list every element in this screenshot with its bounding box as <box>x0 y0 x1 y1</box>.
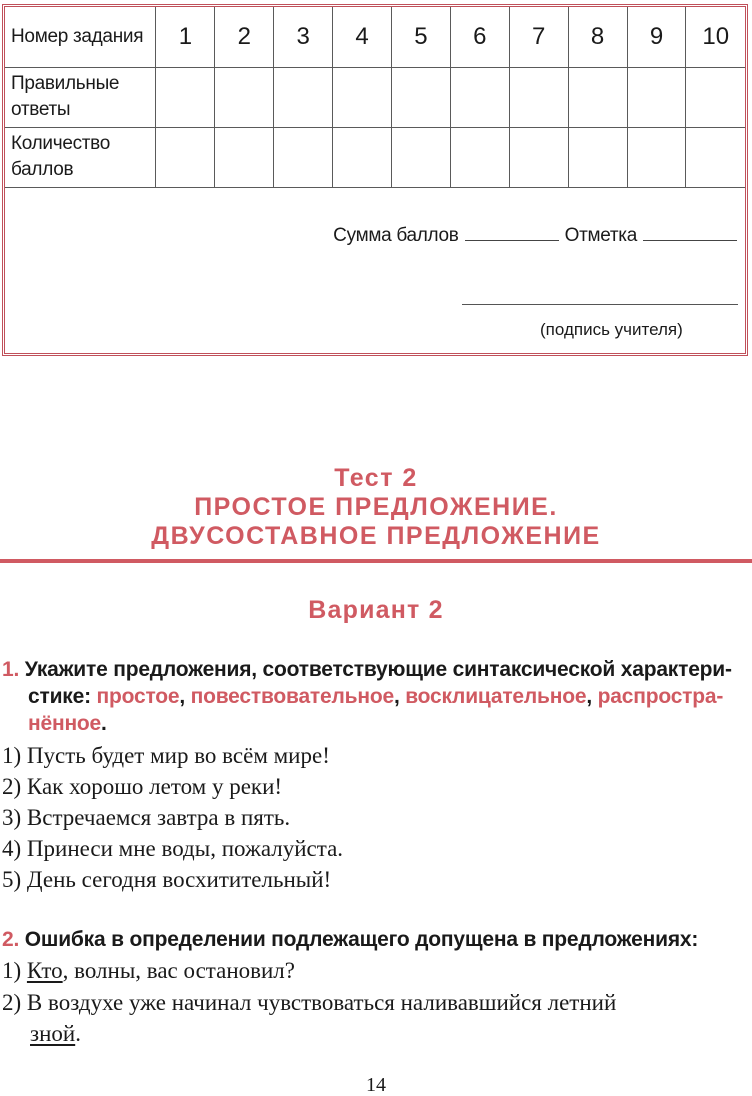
correct-answers-label: Правильные ответы <box>5 67 156 127</box>
task-2-option-1 <box>2 955 750 986</box>
task-number-label: Номер задания <box>5 7 156 67</box>
task-number-cell: 9 <box>627 7 686 67</box>
task-1-option-1: 1) Пусть будет мир во всём мире! <box>2 743 330 768</box>
task-2-option-2-cont <box>2 1018 750 1049</box>
task-1-text-a: Укажите предложения, соответствующие синтаксической характери- <box>24 658 732 681</box>
task-2-option-2: 2) В воздухе уже начинал чувствоваться наливавшийся летний <box>2 990 617 1015</box>
task-number-cell: 3 <box>274 7 333 67</box>
answer-cell[interactable] <box>333 67 392 127</box>
task-2-number: 2. <box>2 928 20 951</box>
sum-field[interactable] <box>465 223 559 241</box>
points-cell[interactable] <box>156 127 215 187</box>
sum-and-mark-line <box>333 223 737 247</box>
answer-cell[interactable] <box>627 67 686 127</box>
test-topic-line1: ПРОСТОЕ ПРЕДЛОЖЕНИЕ. <box>194 493 558 521</box>
answer-cell[interactable] <box>686 67 745 127</box>
task-2-option-1-prefix: 1) <box>2 958 27 983</box>
task-number-cell: 6 <box>450 7 509 67</box>
answer-cell[interactable] <box>156 67 215 127</box>
answer-cell[interactable] <box>215 67 274 127</box>
points-cell[interactable] <box>568 127 627 187</box>
points-cell[interactable] <box>627 127 686 187</box>
answer-cell[interactable] <box>568 67 627 127</box>
table-row-task-numbers <box>5 7 745 67</box>
page-number: 14 <box>366 1074 386 1096</box>
score-table <box>5 7 745 188</box>
task-number-cell: 5 <box>391 7 450 67</box>
task-1-text-b: стике: <box>28 685 91 708</box>
mark-field[interactable] <box>643 223 737 241</box>
task-2-question <box>2 926 750 953</box>
answer-cell[interactable] <box>274 67 333 127</box>
task-number-cell: 10 <box>686 7 745 67</box>
signature-caption: (подпись учителя) <box>540 320 683 339</box>
title-divider <box>0 559 752 563</box>
task-number-cell: 7 <box>509 7 568 67</box>
test-topic-line2: ДВУСОСТАВНОЕ ПРЕДЛОЖЕНИЕ <box>151 522 601 550</box>
task-2-option-2-end: . <box>75 1021 81 1046</box>
keyword-exclamatory: восклицательное <box>405 685 587 708</box>
task-number-cell: 1 <box>156 7 215 67</box>
table-row-points <box>5 127 745 187</box>
task-1-question: 1. Укажите предложения, соответствующие синтаксической характери- стике: простое, повествовательное, восклицательное, распростра- нённое. <box>2 658 732 735</box>
points-cell[interactable] <box>274 127 333 187</box>
answer-cell[interactable] <box>450 67 509 127</box>
keyword-simple: простое <box>96 685 180 708</box>
points-cell[interactable] <box>686 127 745 187</box>
points-label: Количество баллов <box>5 127 156 187</box>
task-1-option-3: 3) Встречаемся завтра в пять. <box>2 805 291 830</box>
task-2-option-1-subject: Кто <box>26 958 63 983</box>
points-cell[interactable] <box>391 127 450 187</box>
points-cell[interactable] <box>509 127 568 187</box>
answer-cell[interactable] <box>391 67 450 127</box>
points-cell[interactable] <box>215 127 274 187</box>
points-cell[interactable] <box>450 127 509 187</box>
task-1-option-5: 5) День сегодня восхитительный! <box>2 867 332 892</box>
mark-label: Отметка <box>564 225 637 246</box>
table-row-correct-answers <box>5 67 745 127</box>
test-title: Тест 2 <box>334 464 418 492</box>
task-2-text: Ошибка в определении подлежащего допущена в предложениях: <box>24 928 699 951</box>
answer-cell[interactable] <box>509 67 568 127</box>
task-1-option-4: 4) Принеси мне воды, пожалуйста. <box>2 836 344 861</box>
points-cell[interactable] <box>333 127 392 187</box>
variant-heading: Вариант 2 <box>308 596 444 624</box>
task-number-cell: 4 <box>333 7 392 67</box>
task-1-option-2: 2) Как хорошо летом у реки! <box>2 774 283 799</box>
keyword-declarative: повествовательное <box>190 685 394 708</box>
task-2-option-1-rest: , волны, вас остановил? <box>62 958 295 983</box>
sum-label: Сумма баллов <box>333 225 459 246</box>
task-2-option-2-subject: зной <box>30 1021 76 1046</box>
keyword-extended-b: нённое <box>28 712 102 735</box>
task-1-number: 1. <box>2 658 20 681</box>
task-number-cell: 8 <box>568 7 627 67</box>
signature-field[interactable] <box>462 304 738 305</box>
keyword-extended-a: распростра- <box>597 685 724 708</box>
task-number-cell: 2 <box>215 7 274 67</box>
